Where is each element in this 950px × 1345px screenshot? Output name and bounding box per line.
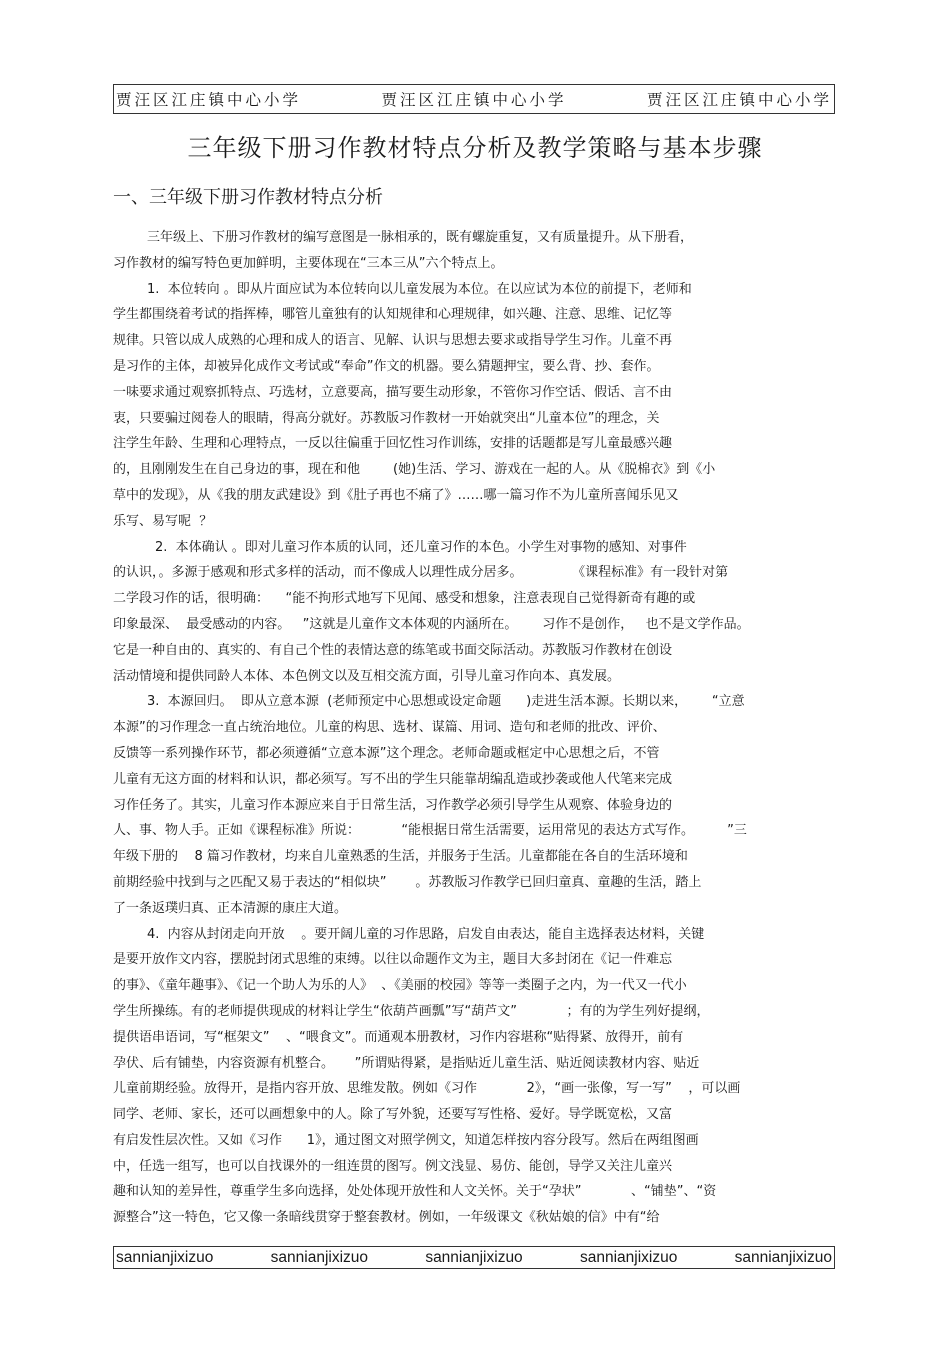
text-line: 是要开放作文内容，摆脱封闭式思维的束缚。以往以命题作文为主，题目大多封闭在《记一件难忘 xyxy=(113,952,673,968)
text-line: 反馈等一系列操作环节，都必须遵循“立意本源”这个理念。老师命题或框定中心思想之后，不管 xyxy=(113,745,660,761)
footer-label: sannianjixizuo xyxy=(734,1248,832,1266)
text-line: 年级下册的 8 篇习作教材，均来自儿童熟悉的生活，并服务于生活。儿童都能在各自的生活环境和 xyxy=(113,849,688,865)
text-line: 3. 本源回归。 即从立意本源 (老师预定中心思想或设定命题 )走进生活本源。长期以来， “立意 xyxy=(147,694,745,710)
page-header xyxy=(113,84,835,114)
header-school-name: 贾汪区江庄镇中心小学 xyxy=(381,91,567,109)
text-line: 同学、老师、家长，还可以画想象中的人。除了写外貌，还要写写性格、爱好。导学既宽松，又富 xyxy=(113,1107,673,1123)
section-heading: 一、三年级下册习作教材特点分析 xyxy=(113,187,383,208)
paragraph xyxy=(113,535,835,690)
header-school-name: 贾汪区江庄镇中心小学 xyxy=(116,91,302,109)
text-line: 1. 本位转向 。即从片面应试为本位转向以儿童发展为本位。在以应试为本位的前提下，老师和 xyxy=(147,281,692,297)
text-line: 儿童前期经验。放得开，是指内容开放、思维发散。例如《习作 2》，“画一张像，写一写” ，可以画 xyxy=(113,1081,741,1097)
text-line: 衷，只要骗过阅卷人的眼睛，得高分就好。苏教版习作教材一开始就突出“儿童本位”的理念，关 xyxy=(113,410,660,426)
text-line: 的，且刚刚发生在自己身边的事，现在和他 (她)生活、学习、游戏在一起的人。从《脱棉衣》到《小 xyxy=(113,462,716,478)
text-line: 前期经验中找到与之匹配又易于表达的“相似块” 。苏教版习作教学已回归童真、童趣的生活，踏上 xyxy=(113,874,702,890)
text-line: 注学生年龄、生理和心理特点，一反以往偏重于回忆性习作训练，安排的话题都是写儿童最感兴趣 xyxy=(113,436,673,452)
text-line: 趣和认知的差异性，尊重学生多向选择，处处体现开放性和人文关怀。关于“孕状” 、“铺垫”、“资 xyxy=(113,1184,717,1200)
text-line: 的事》、《童年趣事》、《记一个助人为乐的人》 、《美丽的校园》等等一类圈子之内，为一代又一代小 xyxy=(113,978,687,994)
text-line: 习作任务了。其实，儿童习作本源应来自于日常生活，习作教学必须引导学生从观察、体验身边的 xyxy=(113,797,673,813)
text-line: 乐写、易写呢 ？ xyxy=(113,513,213,529)
footer-label: sannianjixizuo xyxy=(270,1248,369,1266)
text-line: 有启发性层次性。又如《习作 1》，通过图文对照学例文，知道怎样按内容分段写。然后在两组图画 xyxy=(113,1132,699,1148)
text-line: 是习作的主体，却被异化成作文考试或“奉命”作文的机器。要么猜题押宝，要么背、抄、套作。 xyxy=(113,358,660,374)
footer-label: sannianjixizuo xyxy=(116,1248,214,1266)
text-line: 印象最深、 最受感动的内容。 ”这就是儿童作文本体观的内涵所在。 习作不是创作， 也不是文学作品。 xyxy=(113,616,750,632)
text-line: 中，任选一组写，也可以自找课外的一组连贯的图写。例文浅显、易仿、能创，导学又关注儿童兴 xyxy=(113,1158,673,1174)
text-line: 规律。只管以成人成熟的心理和成人的语言、见解、认识与思想去要求或指导学生习作。儿童不再 xyxy=(113,333,673,349)
text-line: 草中的发现》，从《我的朋友武建设》到《肚子再也不痛了》……哪一篇习作不为儿童所喜闻乐见又 xyxy=(113,487,679,503)
text-line: 源整合”这一特色，它又像一条暗线贯穿于整套教材。例如，一年级课文《秋姑娘的信》中有“给 xyxy=(113,1210,660,1226)
text-line: 一味要求通过观察抓特点、巧选材，立意要高，描写要生动形象，不管你习作空话、假话、言不由 xyxy=(113,384,673,400)
text-line: 习作教材的编写特色更加鲜明，主要体现在“三本三从”六个特点上。 xyxy=(113,255,504,271)
text-line: 儿童有无这方面的材料和认识，都必须写。写不出的学生只能靠胡编乱造或抄袭或他人代笔来完成 xyxy=(113,771,673,787)
text-line: 学生都围绕着考试的指挥棒，哪管儿童独有的认知规律和心理规律，如兴趣、注意、思维、记忆等 xyxy=(113,307,673,323)
text-line: 学生所操练。有的老师提供现成的材料让学生“依葫芦画瓢”写“葫芦文” ；有的为学生列好提纲， xyxy=(113,1003,710,1019)
text-line: 孕伏、后有铺垫，内容资源有机整合。 ”所谓贴得紧，是指贴近儿童生活、贴近阅读教材内容、贴近 xyxy=(113,1055,700,1071)
header-school-name: 贾汪区江庄镇中心小学 xyxy=(646,91,832,109)
text-line: 4. 内容从封闭走向开放 。要开阔儿童的习作思路，启发自由表达，能自主选择表达材料，关键 xyxy=(147,926,705,942)
text-line: 二学段习作的话，很明确： “能不拘形式地写下见闻、感受和想象，注意表现自己觉得新奇有趣的或 xyxy=(113,591,696,607)
text-line: 了一条返璞归真、正本清源的康庄大道。 xyxy=(113,900,348,916)
text-line: 2. 本体确认 。即对儿童习作本质的认同，还儿童习作的本色。小学生对事物的感知、对事件 xyxy=(155,539,687,555)
footer-label: sannianjixizuo xyxy=(425,1248,523,1266)
text-line: 三年级上、下册习作教材的编写意图是一脉相承的，既有螺旋重复，又有质量提升。从下册看， xyxy=(147,230,694,245)
paragraph xyxy=(113,277,835,535)
text-line: 活动情境和提供同龄人本体、本色例文以及互相交流方面，引导儿童习作向本、真发展。 xyxy=(113,668,621,684)
paragraph xyxy=(113,689,835,921)
page-footer xyxy=(113,1246,835,1269)
text-line: 提供语串语词，写“框架文” 、“喂食文”。而通观本册教材，习作内容堪称“贴得紧、放得开，前有 xyxy=(113,1029,684,1045)
text-line: 人、事、物人手。正如《课程标准》所说： “能根据日常生活需要，运用常见的表达方式写作。 ”三 xyxy=(113,823,747,839)
footer-label: sannianjixizuo xyxy=(579,1248,678,1266)
paragraph xyxy=(113,922,835,1232)
body-text xyxy=(113,225,835,1231)
text-line: 本源”的习作理念一直占统治地位。儿童的构思、选材、谋篇、用词、造句和老师的批改、评价、 xyxy=(113,720,666,736)
paragraph xyxy=(113,225,835,277)
text-line: 的认识，。多源于感观和形式多样的活动，而不像成人以理性成分居多。 《课程标准》有一段针对第 xyxy=(113,565,729,581)
text-line: 它是一种自由的、真实的、有自己个性的表情达意的练笔或书面交际活动。苏教版习作教材在创设 xyxy=(113,642,673,658)
document-title: 三年级下册习作教材特点分析及教学策略与基本步骤 xyxy=(187,134,763,162)
